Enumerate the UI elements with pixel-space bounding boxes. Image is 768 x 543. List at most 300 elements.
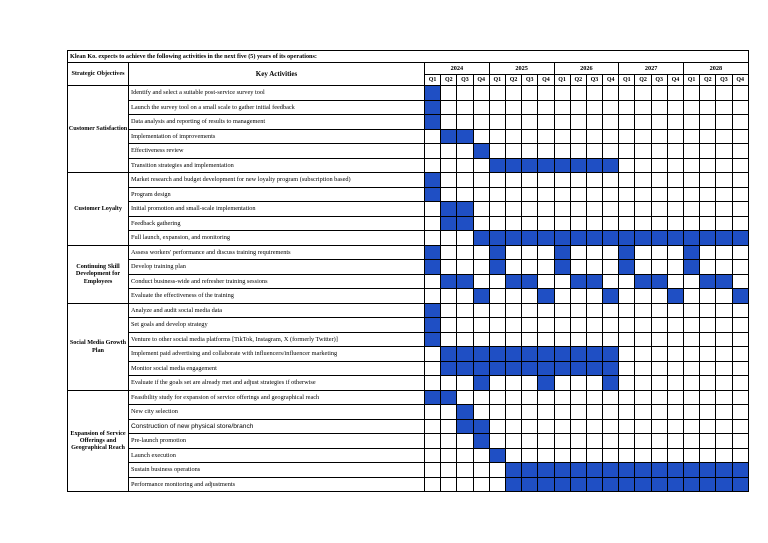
timeline-empty-cell (700, 303, 716, 318)
timeline-bar-cell (473, 361, 489, 376)
quarter-header: Q1 (684, 75, 700, 86)
timeline-empty-cell (554, 216, 570, 231)
quarter-header: Q2 (505, 75, 521, 86)
timeline-empty-cell (684, 390, 700, 405)
timeline-empty-cell (473, 100, 489, 115)
timeline-bar-cell (505, 347, 521, 362)
timeline-empty-cell (489, 289, 505, 304)
timeline-empty-cell (473, 129, 489, 144)
timeline-empty-cell (473, 303, 489, 318)
timeline-empty-cell (603, 405, 619, 420)
timeline-empty-cell (554, 115, 570, 130)
activity-row (68, 289, 749, 304)
timeline-empty-cell (684, 332, 700, 347)
timeline-empty-cell (684, 274, 700, 289)
timeline-empty-cell (619, 434, 635, 449)
timeline-empty-cell (667, 303, 683, 318)
timeline-empty-cell (716, 376, 732, 391)
timeline-empty-cell (505, 318, 521, 333)
key-activity: Develop training plan (129, 260, 425, 275)
timeline-empty-cell (684, 173, 700, 188)
timeline-empty-cell (603, 245, 619, 260)
timeline-bar-cell (603, 158, 619, 173)
key-activity: Effectiveness review (129, 144, 425, 159)
timeline-empty-cell (489, 216, 505, 231)
strategic-objective: Customer Loyalty (68, 173, 129, 246)
timeline-empty-cell (505, 129, 521, 144)
timeline-bar-cell (489, 231, 505, 246)
timeline-bar-cell (635, 231, 651, 246)
timeline-empty-cell (700, 332, 716, 347)
timeline-empty-cell (586, 129, 602, 144)
timeline-bar-cell (716, 231, 732, 246)
timeline-empty-cell (473, 158, 489, 173)
activity-row (68, 390, 749, 405)
timeline-empty-cell (538, 390, 554, 405)
objectives-column-header: Strategic Objectives (68, 63, 129, 86)
timeline-bar-cell (586, 231, 602, 246)
timeline-empty-cell (716, 202, 732, 217)
timeline-empty-cell (441, 245, 457, 260)
key-activity: Performance monitoring and adjustments (129, 477, 425, 492)
key-activity: Identify and select a suitable post-service survey tool (129, 86, 425, 101)
timeline-empty-cell (619, 216, 635, 231)
timeline-empty-cell (635, 245, 651, 260)
timeline-empty-cell (570, 144, 586, 159)
timeline-empty-cell (651, 144, 667, 159)
timeline-empty-cell (505, 100, 521, 115)
timeline-empty-cell (441, 448, 457, 463)
timeline-empty-cell (570, 376, 586, 391)
timeline-empty-cell (522, 405, 538, 420)
timeline-empty-cell (554, 144, 570, 159)
timeline-empty-cell (716, 245, 732, 260)
timeline-empty-cell (732, 376, 748, 391)
timeline-empty-cell (619, 173, 635, 188)
timeline-empty-cell (700, 405, 716, 420)
timeline-bar-cell (667, 463, 683, 478)
timeline-empty-cell (441, 289, 457, 304)
timeline-bar-cell (505, 477, 521, 492)
timeline-empty-cell (441, 260, 457, 275)
timeline-empty-cell (716, 303, 732, 318)
timeline-empty-cell (441, 434, 457, 449)
timeline-empty-cell (570, 405, 586, 420)
timeline-empty-cell (732, 202, 748, 217)
timeline-empty-cell (684, 318, 700, 333)
key-activity: Conduct business-wide and refresher training sessions (129, 274, 425, 289)
timeline-empty-cell (425, 202, 441, 217)
timeline-empty-cell (684, 86, 700, 101)
timeline-empty-cell (505, 303, 521, 318)
activity-row (68, 245, 749, 260)
timeline-empty-cell (603, 260, 619, 275)
timeline-bar-cell (489, 361, 505, 376)
timeline-empty-cell (603, 216, 619, 231)
timeline-bar-cell (603, 463, 619, 478)
timeline-bar-cell (554, 231, 570, 246)
timeline-bar-cell (619, 245, 635, 260)
timeline-empty-cell (619, 448, 635, 463)
timeline-empty-cell (457, 100, 473, 115)
timeline-bar-cell (522, 361, 538, 376)
timeline-bar-cell (570, 463, 586, 478)
timeline-empty-cell (538, 332, 554, 347)
timeline-empty-cell (554, 289, 570, 304)
timeline-bar-cell (457, 347, 473, 362)
timeline-empty-cell (489, 187, 505, 202)
timeline-bar-cell (635, 274, 651, 289)
timeline-empty-cell (538, 100, 554, 115)
timeline-empty-cell (716, 434, 732, 449)
timeline-empty-cell (441, 419, 457, 434)
timeline-empty-cell (716, 86, 732, 101)
timeline-empty-cell (732, 173, 748, 188)
timeline-empty-cell (538, 144, 554, 159)
timeline-empty-cell (457, 303, 473, 318)
timeline-bar-cell (716, 274, 732, 289)
timeline-empty-cell (522, 202, 538, 217)
timeline-empty-cell (635, 115, 651, 130)
timeline-bar-cell (700, 477, 716, 492)
timeline-empty-cell (441, 463, 457, 478)
timeline-empty-cell (570, 434, 586, 449)
timeline-empty-cell (570, 100, 586, 115)
timeline-empty-cell (732, 216, 748, 231)
timeline-empty-cell (425, 463, 441, 478)
timeline-empty-cell (570, 173, 586, 188)
timeline-empty-cell (441, 144, 457, 159)
timeline-empty-cell (473, 115, 489, 130)
timeline-empty-cell (651, 216, 667, 231)
timeline-empty-cell (538, 434, 554, 449)
timeline-empty-cell (554, 86, 570, 101)
timeline-bar-cell (570, 477, 586, 492)
timeline-empty-cell (505, 216, 521, 231)
timeline-empty-cell (716, 332, 732, 347)
timeline-empty-cell (651, 448, 667, 463)
timeline-empty-cell (667, 376, 683, 391)
timeline-empty-cell (538, 115, 554, 130)
timeline-empty-cell (441, 477, 457, 492)
timeline-bar-cell (522, 477, 538, 492)
timeline-empty-cell (700, 260, 716, 275)
timeline-empty-cell (716, 100, 732, 115)
table-title: Klean Ko. expects to achieve the following activities in the next five (5) years of its operations: (68, 51, 749, 63)
timeline-bar-cell (684, 260, 700, 275)
timeline-empty-cell (651, 376, 667, 391)
timeline-empty-cell (554, 303, 570, 318)
timeline-empty-cell (554, 129, 570, 144)
timeline-empty-cell (505, 419, 521, 434)
timeline-bar-cell (457, 361, 473, 376)
timeline-empty-cell (635, 361, 651, 376)
timeline-empty-cell (522, 434, 538, 449)
timeline-bar-cell (473, 419, 489, 434)
timeline-bar-cell (586, 274, 602, 289)
timeline-bar-cell (441, 202, 457, 217)
timeline-empty-cell (570, 448, 586, 463)
timeline-empty-cell (570, 390, 586, 405)
timeline-empty-cell (635, 318, 651, 333)
timeline-empty-cell (635, 129, 651, 144)
timeline-empty-cell (667, 332, 683, 347)
timeline-bar-cell (716, 463, 732, 478)
timeline-bar-cell (700, 463, 716, 478)
timeline-empty-cell (570, 202, 586, 217)
quarter-header: Q1 (619, 75, 635, 86)
timeline-empty-cell (619, 405, 635, 420)
timeline-empty-cell (570, 289, 586, 304)
timeline-empty-cell (603, 274, 619, 289)
year-header: 2025 (489, 63, 554, 75)
timeline-empty-cell (684, 216, 700, 231)
timeline-bar-cell (554, 245, 570, 260)
timeline-empty-cell (473, 187, 489, 202)
timeline-empty-cell (441, 318, 457, 333)
timeline-empty-cell (441, 158, 457, 173)
timeline-empty-cell (716, 129, 732, 144)
timeline-empty-cell (441, 231, 457, 246)
timeline-bar-cell (505, 274, 521, 289)
timeline-bar-cell (473, 347, 489, 362)
timeline-bar-cell (635, 463, 651, 478)
timeline-bar-cell (684, 245, 700, 260)
activity-row (68, 303, 749, 318)
timeline-empty-cell (554, 187, 570, 202)
timeline-empty-cell (651, 158, 667, 173)
timeline-empty-cell (489, 303, 505, 318)
timeline-empty-cell (538, 202, 554, 217)
key-activity: Analyze and audit social media data (129, 303, 425, 318)
timeline-empty-cell (700, 144, 716, 159)
timeline-empty-cell (457, 173, 473, 188)
timeline-empty-cell (684, 419, 700, 434)
timeline-empty-cell (538, 419, 554, 434)
timeline-bar-cell (570, 274, 586, 289)
timeline-empty-cell (554, 100, 570, 115)
timeline-empty-cell (619, 158, 635, 173)
timeline-empty-cell (603, 390, 619, 405)
timeline-bar-cell (522, 158, 538, 173)
activity-row (68, 347, 749, 362)
timeline-empty-cell (684, 289, 700, 304)
timeline-bar-cell (651, 274, 667, 289)
timeline-empty-cell (732, 158, 748, 173)
activity-row (68, 434, 749, 449)
timeline-empty-cell (684, 303, 700, 318)
timeline-bar-cell (425, 260, 441, 275)
timeline-bar-cell (732, 289, 748, 304)
timeline-empty-cell (667, 318, 683, 333)
timeline-bar-cell (619, 231, 635, 246)
timeline-empty-cell (700, 318, 716, 333)
timeline-empty-cell (425, 216, 441, 231)
timeline-empty-cell (603, 318, 619, 333)
timeline-bar-cell (586, 158, 602, 173)
timeline-empty-cell (667, 405, 683, 420)
key-activity: Full launch, expansion, and monitoring (129, 231, 425, 246)
timeline-bar-cell (619, 477, 635, 492)
timeline-empty-cell (619, 274, 635, 289)
timeline-bar-cell (619, 463, 635, 478)
timeline-empty-cell (554, 419, 570, 434)
timeline-bar-cell (570, 361, 586, 376)
timeline-empty-cell (473, 86, 489, 101)
timeline-bar-cell (667, 289, 683, 304)
quarter-header: Q4 (473, 75, 489, 86)
timeline-empty-cell (700, 158, 716, 173)
timeline-empty-cell (570, 86, 586, 101)
timeline-bar-cell (425, 115, 441, 130)
timeline-empty-cell (473, 318, 489, 333)
timeline-empty-cell (538, 318, 554, 333)
timeline-empty-cell (554, 405, 570, 420)
timeline-empty-cell (619, 376, 635, 391)
timeline-bar-cell (441, 347, 457, 362)
timeline-empty-cell (684, 202, 700, 217)
timeline-empty-cell (667, 115, 683, 130)
timeline-empty-cell (522, 448, 538, 463)
timeline-empty-cell (635, 419, 651, 434)
timeline-empty-cell (700, 202, 716, 217)
timeline-empty-cell (635, 100, 651, 115)
timeline-empty-cell (700, 289, 716, 304)
timeline-empty-cell (425, 231, 441, 246)
timeline-empty-cell (732, 144, 748, 159)
timeline-empty-cell (473, 245, 489, 260)
timeline-empty-cell (457, 260, 473, 275)
timeline-empty-cell (570, 303, 586, 318)
timeline-bar-cell (570, 231, 586, 246)
timeline-empty-cell (489, 477, 505, 492)
timeline-empty-cell (635, 216, 651, 231)
timeline-empty-cell (716, 390, 732, 405)
key-activity: Data analysis and reporting of results to management (129, 115, 425, 130)
timeline-empty-cell (619, 86, 635, 101)
title-row (68, 51, 749, 63)
timeline-empty-cell (732, 187, 748, 202)
timeline-empty-cell (732, 303, 748, 318)
activity-row (68, 173, 749, 188)
timeline-empty-cell (684, 115, 700, 130)
timeline-empty-cell (489, 202, 505, 217)
timeline-bar-cell (651, 477, 667, 492)
timeline-bar-cell (732, 231, 748, 246)
timeline-empty-cell (700, 361, 716, 376)
activity-row (68, 86, 749, 101)
timeline-empty-cell (505, 187, 521, 202)
quarter-header: Q4 (603, 75, 619, 86)
timeline-empty-cell (554, 390, 570, 405)
timeline-empty-cell (522, 187, 538, 202)
timeline-empty-cell (457, 245, 473, 260)
timeline-empty-cell (457, 86, 473, 101)
timeline-empty-cell (505, 390, 521, 405)
timeline-empty-cell (732, 318, 748, 333)
timeline-empty-cell (522, 390, 538, 405)
timeline-empty-cell (732, 419, 748, 434)
timeline-bar-cell (732, 477, 748, 492)
timeline-empty-cell (635, 289, 651, 304)
timeline-bar-cell (425, 86, 441, 101)
timeline-empty-cell (425, 448, 441, 463)
timeline-empty-cell (522, 115, 538, 130)
year-header: 2028 (684, 63, 749, 75)
timeline-empty-cell (489, 434, 505, 449)
strategic-objective: Social Media Growth Plan (68, 303, 129, 390)
timeline-empty-cell (651, 289, 667, 304)
timeline-empty-cell (603, 129, 619, 144)
timeline-empty-cell (538, 303, 554, 318)
timeline-empty-cell (489, 173, 505, 188)
timeline-empty-cell (457, 289, 473, 304)
timeline-bar-cell (473, 289, 489, 304)
timeline-empty-cell (522, 303, 538, 318)
timeline-bar-cell (538, 231, 554, 246)
timeline-empty-cell (603, 448, 619, 463)
timeline-empty-cell (667, 173, 683, 188)
timeline-bar-cell (457, 129, 473, 144)
timeline-empty-cell (684, 144, 700, 159)
quarter-header: Q3 (586, 75, 602, 86)
quarter-header: Q2 (441, 75, 457, 86)
timeline-empty-cell (473, 173, 489, 188)
timeline-bar-cell (425, 187, 441, 202)
timeline-bar-cell (684, 463, 700, 478)
timeline-empty-cell (684, 405, 700, 420)
quarter-header: Q3 (716, 75, 732, 86)
timeline-empty-cell (489, 390, 505, 405)
timeline-bar-cell (603, 347, 619, 362)
timeline-empty-cell (619, 115, 635, 130)
timeline-empty-cell (538, 405, 554, 420)
timeline-empty-cell (457, 231, 473, 246)
timeline-empty-cell (538, 274, 554, 289)
timeline-empty-cell (425, 274, 441, 289)
timeline-empty-cell (522, 419, 538, 434)
timeline-empty-cell (457, 463, 473, 478)
timeline-empty-cell (603, 173, 619, 188)
timeline-empty-cell (651, 202, 667, 217)
timeline-bar-cell (441, 129, 457, 144)
timeline-bar-cell (457, 405, 473, 420)
timeline-empty-cell (667, 158, 683, 173)
timeline-empty-cell (457, 376, 473, 391)
timeline-bar-cell (457, 202, 473, 217)
timeline-empty-cell (684, 434, 700, 449)
timeline-empty-cell (667, 245, 683, 260)
key-activity: Implementation of improvements (129, 129, 425, 144)
timeline-bar-cell (489, 245, 505, 260)
timeline-empty-cell (554, 376, 570, 391)
activity-row (68, 448, 749, 463)
timeline-empty-cell (522, 100, 538, 115)
timeline-empty-cell (651, 390, 667, 405)
timeline-empty-cell (473, 477, 489, 492)
timeline-empty-cell (554, 274, 570, 289)
activity-row (68, 376, 749, 391)
timeline-empty-cell (441, 173, 457, 188)
timeline-empty-cell (425, 434, 441, 449)
year-header: 2024 (425, 63, 490, 75)
timeline-empty-cell (619, 347, 635, 362)
timeline-empty-cell (667, 216, 683, 231)
timeline-empty-cell (505, 173, 521, 188)
timeline-empty-cell (619, 318, 635, 333)
timeline-bar-cell (522, 463, 538, 478)
activity-row (68, 144, 749, 159)
